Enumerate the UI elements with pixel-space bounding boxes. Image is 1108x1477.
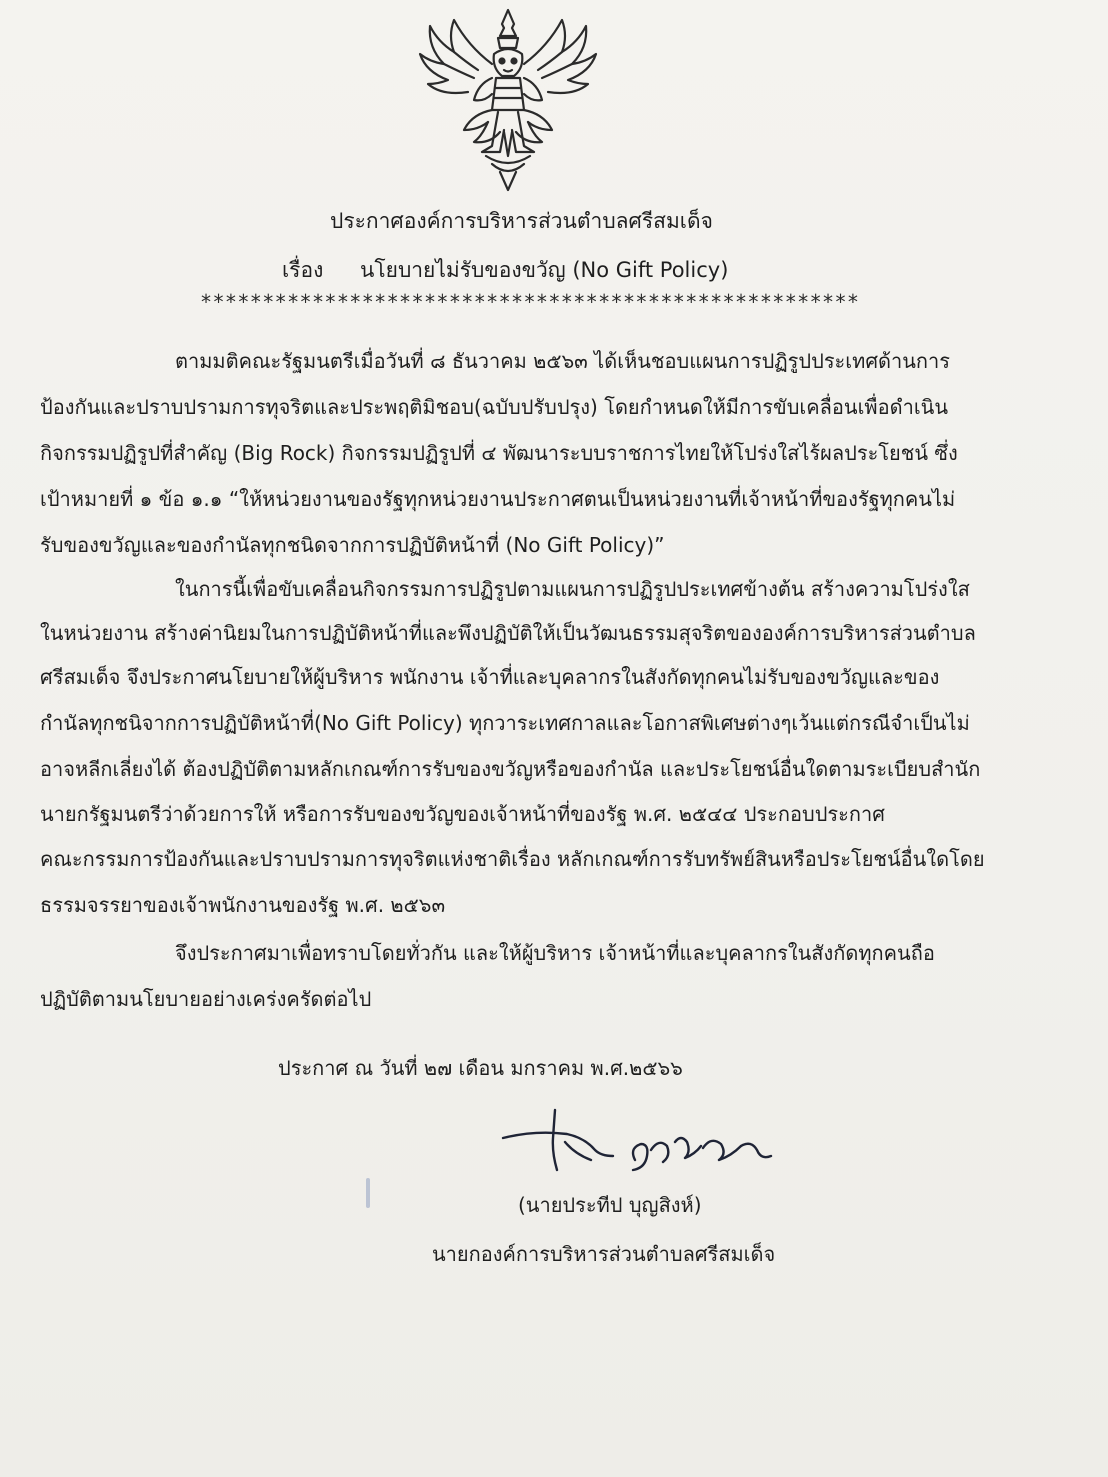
handwritten-signature-icon [495, 1098, 795, 1188]
announcement-title: ประกาศองค์การบริหารส่วนตำบลศรีสมเด็จ [330, 209, 713, 233]
paragraph-line: ในการนี้เพื่อขับเคลื่อนกิจกรรมการปฏิรูปตามแผนการปฏิรูปประเทศข้างต้น สร้างความโปร่งใส [175, 577, 970, 601]
garuda-emblem-icon [408, 6, 608, 196]
paragraph-line: กิจกรรมปฏิรูปที่สำคัญ (Big Rock) กิจกรรมปฏิรูปที่ ๔ พัฒนาระบบราชการไทยให้โปร่งใสไร้ผลประโยชน์ ซึ่ง [40, 441, 958, 465]
paragraph-line: ปฏิบัติตามนโยบายอย่างเคร่งครัดต่อไป [40, 987, 372, 1011]
paragraph-line: ในหน่วยงาน สร้างค่านิยมในการปฏิบัติหน้าที่และพึงปฏิบัติให้เป็นวัฒนธรรมสุจริตขององค์การบริหารส่วนตำบล [40, 621, 976, 645]
paragraph-line: จึงประกาศมาเพื่อทราบโดยทั่วกัน และให้ผู้บริหาร เจ้าหน้าที่และบุคลากรในสังกัดทุกคนถือ [175, 941, 935, 965]
paragraph-line: ธรรมจรรยาของเจ้าพนักงานของรัฐ พ.ศ. ๒๕๖๓ [40, 893, 446, 917]
signer-name: (นายประทีป บุญสิงห์) [518, 1193, 702, 1217]
announcement-date: ประกาศ ณ วันที่ ๒๗ เดือน มกราคม พ.ศ.๒๕๖๖ [278, 1056, 683, 1080]
paragraph-line: รับของขวัญและของกำนัลทุกชนิดจากการปฏิบัติหน้าที่ (No Gift Policy)” [40, 533, 665, 557]
paragraph-line: อาจหลีกเลี่ยงได้ ต้องปฏิบัติตามหลักเกณฑ์การรับของขวัญหรือของกำนัล และประโยชน์อื่นใดตามระเบียบสำนัก [40, 757, 981, 781]
paragraph-line: กำนัลทุกชนิจากการปฏิบัติหน้าที่(No Gift Policy) ทุกวาระเทศกาลและโอกาสพิเศษต่างๆเว้นแต่กรณีจำเป็นไม่ [40, 711, 970, 735]
paragraph-line: นายกรัฐมนตรีว่าด้วยการให้ หรือการรับของขวัญของเจ้าหน้าที่ของรัฐ พ.ศ. ๒๕๔๔ ประกอบประกาศ [40, 802, 885, 826]
ink-mark [366, 1178, 370, 1208]
paragraph-line: ป้องกันและปราบปรามการทุจริตและประพฤติมิชอบ(ฉบับปรับปรุง) โดยกำหนดให้มีการขับเคลื่อนเพื่อดำเนิน [40, 395, 948, 419]
paragraph-line: ตามมติคณะรัฐมนตรีเมื่อวันที่ ๘ ธันวาคม ๒๕๖๓ ได้เห็นชอบแผนการปฏิรูปประเทศด้านการ [175, 349, 950, 373]
paragraph-line: คณะกรรมการป้องกันและปราบปรามการทุจริตแห่งชาติเรื่อง หลักเกณฑ์การรับทรัพย์สินหรือประโยชน์อื่นใดโดย [40, 847, 985, 871]
subject-label: เรื่อง [282, 258, 324, 282]
paragraph-line: ศรีสมเด็จ จึงประกาศนโยบายให้ผู้บริหาร พนักงาน เจ้าที่และบุคลากรในสังกัดทุกคนไม่รับของขวัญและของ [40, 665, 940, 689]
separator-line: ***************************************************** [200, 290, 860, 314]
signer-position: นายกองค์การบริหารส่วนตำบลศรีสมเด็จ [432, 1242, 776, 1266]
subject-text: นโยบายไม่รับของขวัญ (No Gift Policy) [360, 258, 729, 282]
paragraph-line: เป้าหมายที่ ๑ ข้อ ๑.๑ “ให้หน่วยงานของรัฐทุกหน่วยงานประกาศตนเป็นหน่วยงานที่เจ้าหน้าที่ของรัฐทุกคนไม่ [40, 487, 956, 511]
